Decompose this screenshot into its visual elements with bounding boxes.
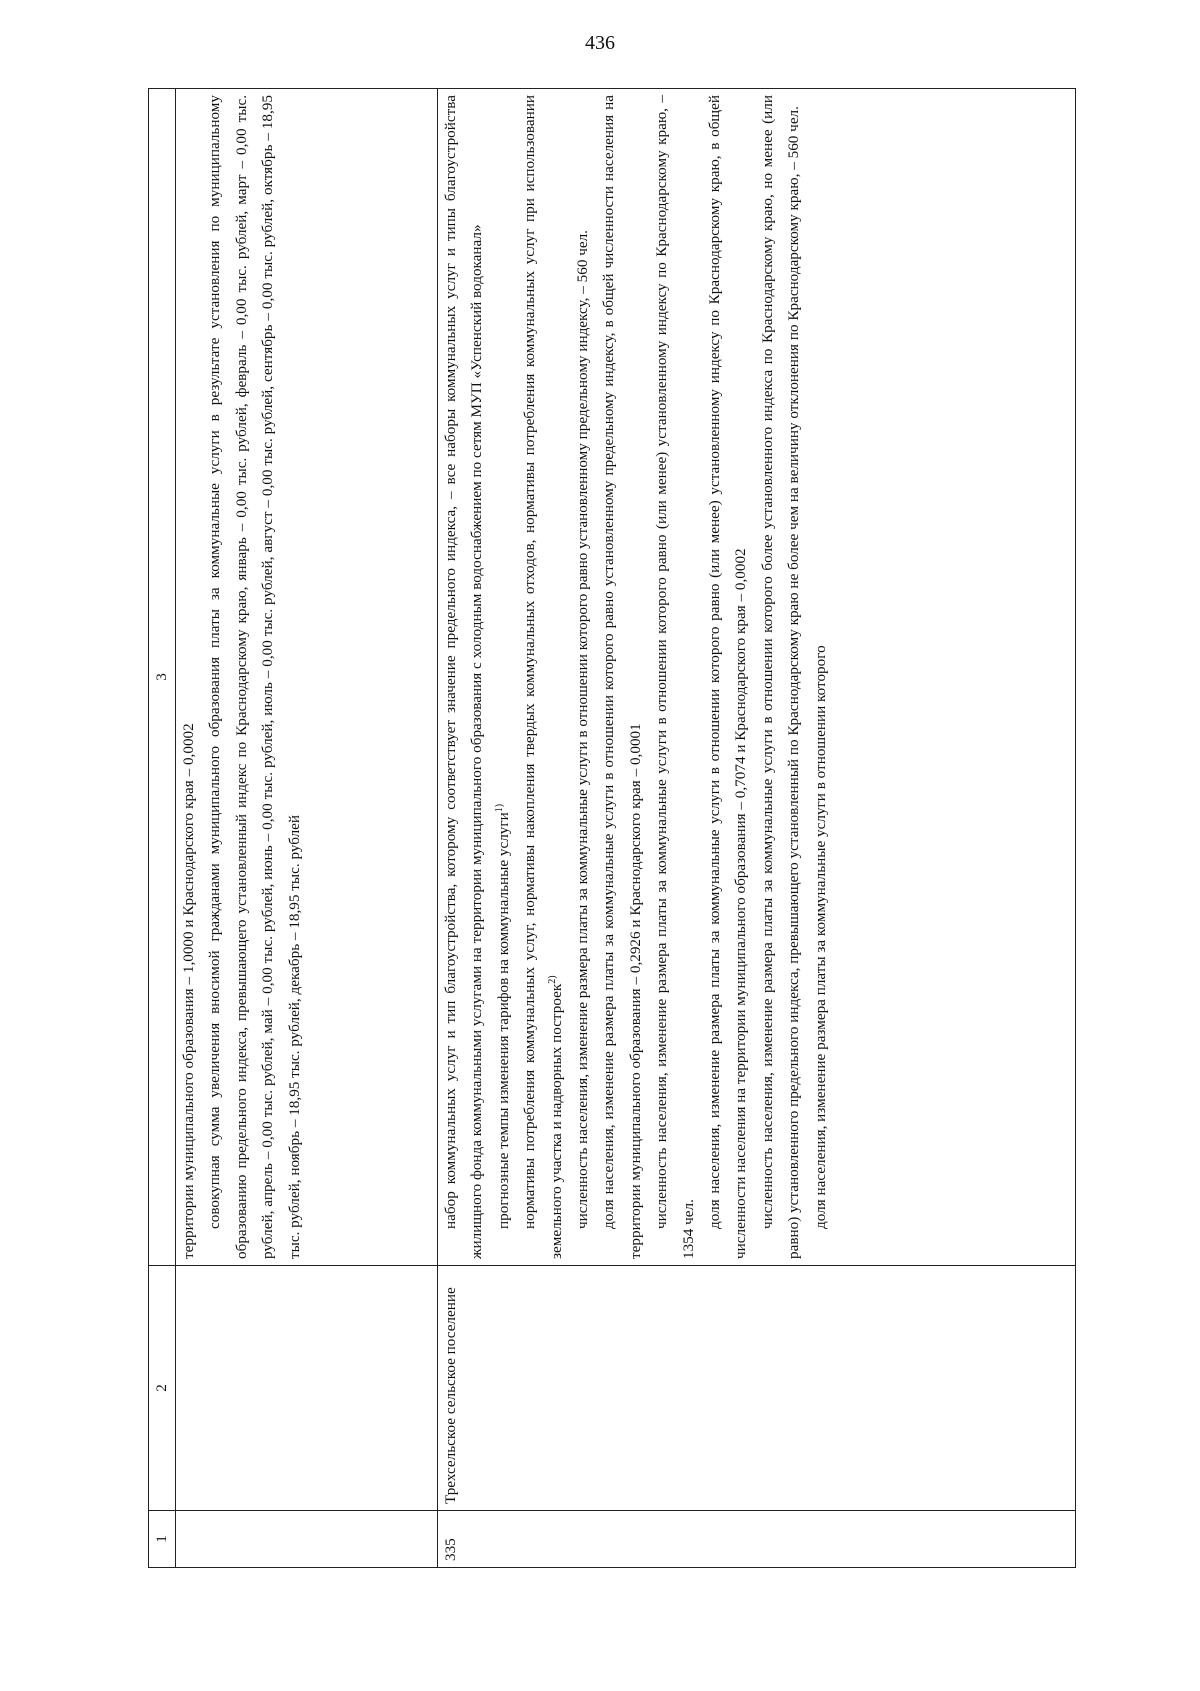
paragraph: доля населения, изменение размера платы за коммунальные услуги в отношении которого [811,645,829,1229]
paragraph: доля населения, изменение размера платы за коммунальные услуги в отношении которого равно (или менее) установленному индексу по Краснодарскому краю, в общей численности населения на территории муниципального образования – 0,7074 и Краснодарского края – 0,0002 [706,95,750,1259]
row-continued-number [176,1511,438,1568]
row-335-settlement-name: Трехсельское сельское поселение [438,1266,1076,1511]
page-number: 436 [585,32,615,54]
paragraph-text: нормативы потребления коммунальных услуг, нормативы накопления твердых коммунальных отходов, нормативы потребления коммунальных услуг при использовании земельного участка и надворных построек [521,95,565,1259]
paragraph: совокупная сумма увеличения вносимой гражданами муниципального образования платы за коммунальные услуги в результате установления по муниципальному образованию предельного индекса, превышающего установленный индекс по Краснодарскому краю, январь – 0,00 тыс. рублей, февраль – 0,00 тыс. рублей, март – 0,00 тыс. рублей, апрель – 0,00 тыс. рублей, май – 0,00 тыс. рублей, июнь – 0,00 тыс. рублей, июль – 0,00 тыс. рублей, август – 0,00 тыс. рублей, сентябрь – 0,00 тыс. рублей, октябрь – 18,95 тыс. рублей, ноябрь – 18,95 тыс. рублей, декабрь – 18,95 тыс. рублей [206,95,303,1259]
paragraph: численность населения, изменение размера платы за коммунальные услуги в отношении которого равно установленному предельному индексу, – 560 чел. [574,230,592,1229]
paragraph: доля населения, изменение размера платы за коммунальные услуги в отношении которого равно установленному предельному индексу, в общей численности населения на территории муниципального образования – 0,2926 и Краснодарского края – 0,0001 [600,95,644,1259]
table-row-335 [438,89,1076,1568]
footnote-mark: 1) [493,803,505,813]
paragraph: территории муниципального образования – 1,0000 и Краснодарского края – 0,0002 [180,723,197,1259]
paragraph [517,95,570,1259]
paragraph: численность населения, изменение размера платы за коммунальные услуги в отношении которого более установленного индекса по Краснодарскому краю, но менее (или равно) установленного предельного индекса, превышающего установленный по Краснодарскому краю не более чем на величину отклонения по Краснодарскому краю, – 560 чел. [758,95,803,1259]
table-row-continued [176,89,438,1568]
row-continued-description [176,89,438,1266]
header-col-3: 3 [149,89,176,1266]
paragraph: набор коммунальных услуг и тип благоустройства, которому соответствует значение предельного индекса, – все наборы коммунальных услуг и типы благоустройства жилищного фонда коммунальными услугами на территории муниципального образования с холодным водоснабжением по сетям МУП «Успенский водоканал» [442,95,486,1259]
row-335-description [438,89,1076,1266]
paragraph: численность населения, изменение размера платы за коммунальные услуги в отношении которого равно (или менее) установленному индексу по Краснодарскому краю, – 1354 чел. [653,95,697,1259]
row-335-number: 335 [438,1511,1076,1568]
data-table [148,88,1076,1568]
rotated-table-area [148,95,1200,1561]
table-header-row [149,89,176,1568]
header-col-1: 1 [149,1511,176,1568]
table-rotation-wrapper [148,95,1076,1568]
footnote-mark: 2) [546,975,558,984]
header-col-2: 2 [149,1266,176,1511]
paragraph [491,95,517,1259]
row-continued-name [176,1266,438,1511]
paragraph-text: прогнозные темпы изменения тарифов на коммунальные услуги [494,812,512,1229]
